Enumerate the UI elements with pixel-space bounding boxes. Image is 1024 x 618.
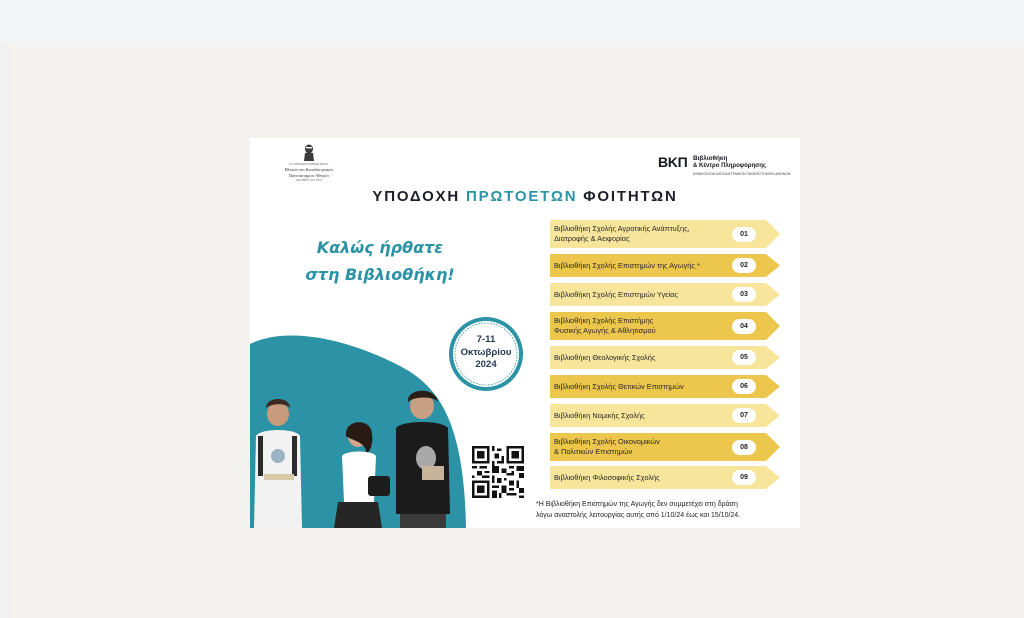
footnote bbox=[536, 499, 796, 521]
poster bbox=[250, 138, 800, 528]
library-item-line-1: Βιβλιοθήκη Σχολής Αγροτικής Ανάπτυξης, bbox=[554, 224, 690, 233]
headline-part-2: ΦΟΙΤΗΤΩΝ bbox=[577, 188, 678, 205]
university-founded: ΙΔΡΥΘΕΝ ΤΟ 1837 bbox=[295, 178, 323, 183]
library-item-label-text bbox=[554, 382, 684, 392]
library-item-02[interactable] bbox=[550, 254, 780, 277]
headline-part-1: ΥΠΟΔΟΧΗ bbox=[372, 188, 466, 205]
library-item-label bbox=[554, 220, 730, 248]
library-item-label bbox=[554, 375, 730, 398]
library-item-line-1: Βιβλιοθήκη Θεολογικής Σχολής bbox=[554, 352, 656, 362]
library-item-05[interactable] bbox=[550, 346, 780, 369]
library-logo-name-2: & Κέντρο Πληροφόρησης bbox=[693, 163, 767, 169]
library-item-number: 08 bbox=[732, 440, 756, 455]
library-item-label-text bbox=[554, 224, 690, 244]
library-item-03[interactable] bbox=[550, 283, 780, 306]
library-item-06[interactable] bbox=[550, 375, 780, 398]
footnote-line-2: λόγω αναστολής λειτουργίας αυτής από 1/10/24 έως και 15/10/24. bbox=[536, 512, 741, 519]
library-item-number: 03 bbox=[732, 287, 756, 302]
student-3-figure bbox=[396, 391, 450, 528]
library-item-line-2: & Πολιτικών Επιστημών bbox=[554, 447, 633, 456]
library-item-line-1: Βιβλιοθήκη Σχολής Επιστημών Υγείας bbox=[554, 289, 678, 299]
library-item-line-2: Διατροφής & Αειφορίας bbox=[554, 234, 630, 243]
university-logo bbox=[272, 144, 346, 184]
student-2-figure bbox=[334, 422, 390, 528]
library-item-label-text bbox=[554, 261, 700, 271]
library-item-label bbox=[554, 466, 730, 489]
library-item-line-1: Βιβλιοθήκη Νομικής Σχολής bbox=[554, 410, 645, 420]
library-item-line-1: Βιβλιοθήκη Σχολής Θετικών Επιστημών bbox=[554, 381, 684, 391]
welcome-line-2: στη Βιβλιοθήκη! bbox=[305, 265, 455, 284]
library-item-line-1: Βιβλιοθήκη Σχολής Οικονομικών bbox=[554, 437, 660, 446]
university-name-2: Πανεπιστήμιον Αθηνών bbox=[288, 172, 330, 178]
library-item-label bbox=[554, 404, 730, 427]
library-item-label bbox=[554, 312, 730, 340]
welcome-line-1: Καλώς ήρθατε bbox=[316, 238, 444, 257]
footnote-line-1: *Η Βιβλιοθήκη Επιστημών της Αγωγής δεν συμμετέχει στη δράση bbox=[536, 501, 738, 508]
library-item-number: 07 bbox=[732, 408, 756, 423]
library-item-04[interactable] bbox=[550, 312, 780, 340]
library-item-07[interactable] bbox=[550, 404, 780, 427]
athena-emblem-icon bbox=[302, 144, 316, 162]
library-item-09[interactable] bbox=[550, 466, 780, 489]
library-item-line-1: Βιβλιοθήκη Φιλοσοφικής Σχολής bbox=[554, 472, 660, 482]
library-item-label-text bbox=[554, 473, 660, 483]
date-year: 2024 bbox=[475, 359, 497, 370]
library-item-label-text bbox=[554, 353, 655, 363]
library-item-label bbox=[554, 433, 730, 461]
qr-code-icon[interactable] bbox=[472, 446, 524, 498]
library-item-line-1: Βιβλιοθήκη Σχολής Επιστημών της Αγωγής * bbox=[554, 260, 700, 270]
students-photo bbox=[250, 384, 465, 528]
library-item-label-text bbox=[554, 316, 656, 336]
library-item-01[interactable] bbox=[550, 220, 780, 248]
headline-accent: ΠΡΩΤΟΕΤΩΝ bbox=[465, 188, 578, 205]
date-days: 7-11 bbox=[476, 334, 496, 345]
library-item-number: 04 bbox=[732, 319, 756, 334]
library-item-number: 09 bbox=[732, 470, 756, 485]
university-name-1: Εθνικόν και Καποδιστριακόν bbox=[284, 167, 334, 173]
date-badge bbox=[446, 314, 526, 394]
library-item-number: 01 bbox=[732, 227, 756, 242]
library-item-label bbox=[554, 254, 730, 277]
library-item-line-2: Φυσικής Αγωγής & Αθλητισμού bbox=[554, 326, 656, 335]
date-month: Οκτωβρίου bbox=[460, 346, 512, 358]
library-item-line-1: Βιβλιοθήκη Σχολής Επιστήμης bbox=[554, 316, 654, 325]
library-logo-abbr: ΒΚΠ bbox=[658, 154, 688, 170]
university-country: ΕΛΛΗΝΙΚΗ ΔΗΜΟΚΡΑΤΙΑ bbox=[289, 162, 329, 166]
poster-headline bbox=[250, 188, 800, 205]
library-item-08[interactable] bbox=[550, 433, 780, 461]
date-text bbox=[446, 334, 526, 372]
library-item-number: 06 bbox=[732, 379, 756, 394]
welcome-message bbox=[290, 234, 470, 288]
library-item-label bbox=[554, 346, 730, 369]
browser-top-strip bbox=[0, 0, 1024, 42]
library-item-label bbox=[554, 283, 730, 306]
library-item-number: 05 bbox=[732, 350, 756, 365]
library-item-label-text bbox=[554, 290, 678, 300]
student-1-figure bbox=[254, 399, 302, 528]
library-logo-name-1: Βιβλιοθήκη bbox=[693, 155, 728, 162]
library-item-label-text bbox=[554, 411, 645, 421]
library-item-number: 02 bbox=[732, 258, 756, 273]
library-item-label-text bbox=[554, 437, 660, 457]
library-logo-subtitle: ΕΘΝΙΚΟΝ ΚΑΙ ΚΑΠΟΔΙΣΤΡΙΑΚΟΝ ΠΑΝΕΠΙΣΤΗΜΙΟΝ ΑΘΗΝΩΝ bbox=[693, 172, 791, 176]
